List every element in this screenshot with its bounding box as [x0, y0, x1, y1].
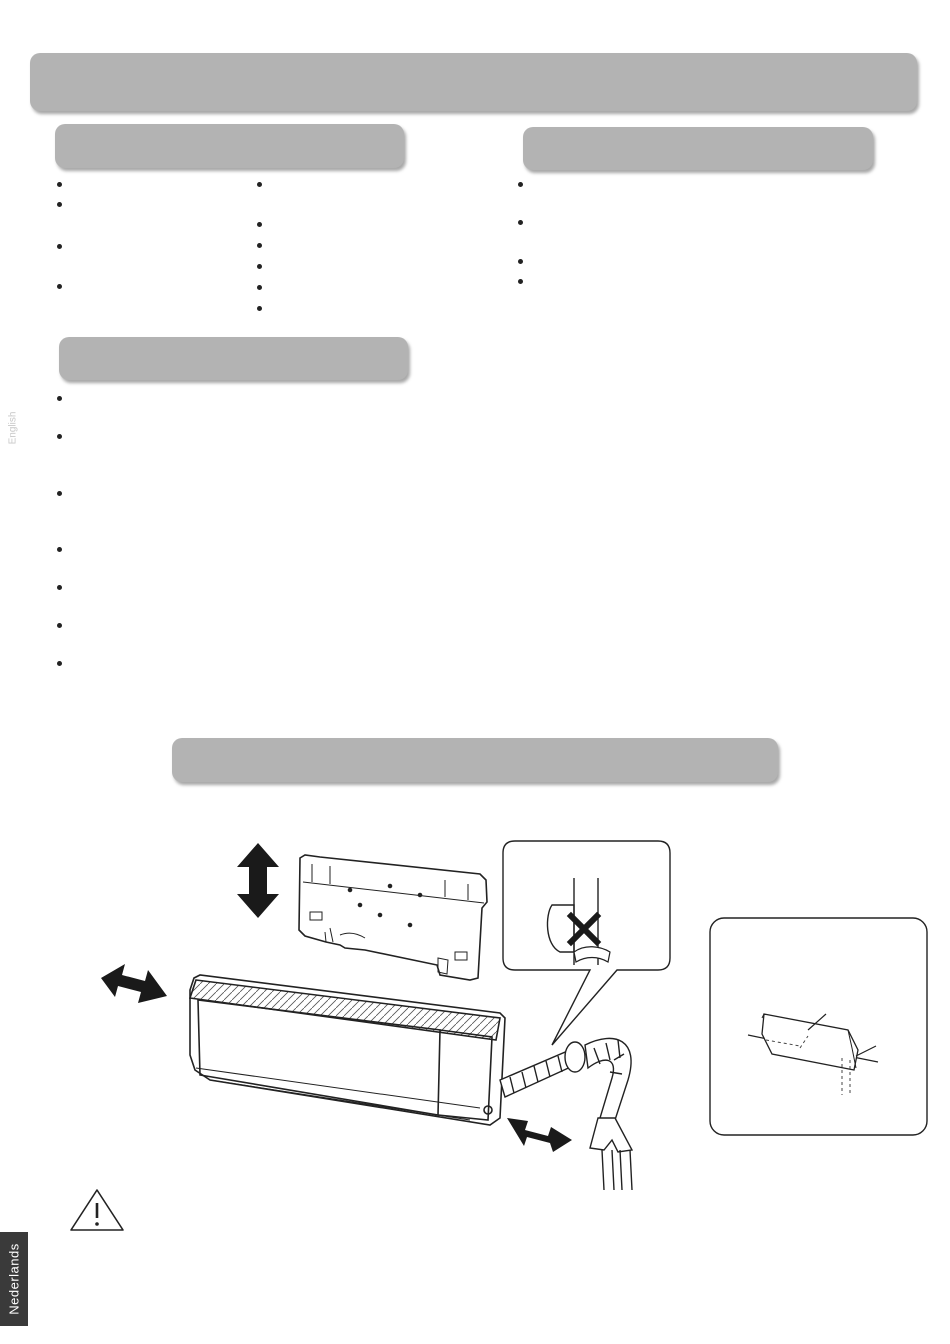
mounting-plate — [299, 855, 487, 980]
double-arrow-icon — [101, 964, 167, 1003]
double-arrow-icon — [237, 843, 279, 918]
faint-language-label: English — [7, 411, 19, 445]
piping — [500, 1038, 632, 1190]
double-arrow-icon — [507, 1118, 572, 1152]
indoor-unit — [190, 975, 505, 1125]
detail-box — [710, 918, 927, 1135]
language-tab-label: Nederlands — [6, 1243, 22, 1315]
warning-triangle-icon — [71, 1190, 123, 1230]
callout-bubble — [503, 841, 670, 1045]
